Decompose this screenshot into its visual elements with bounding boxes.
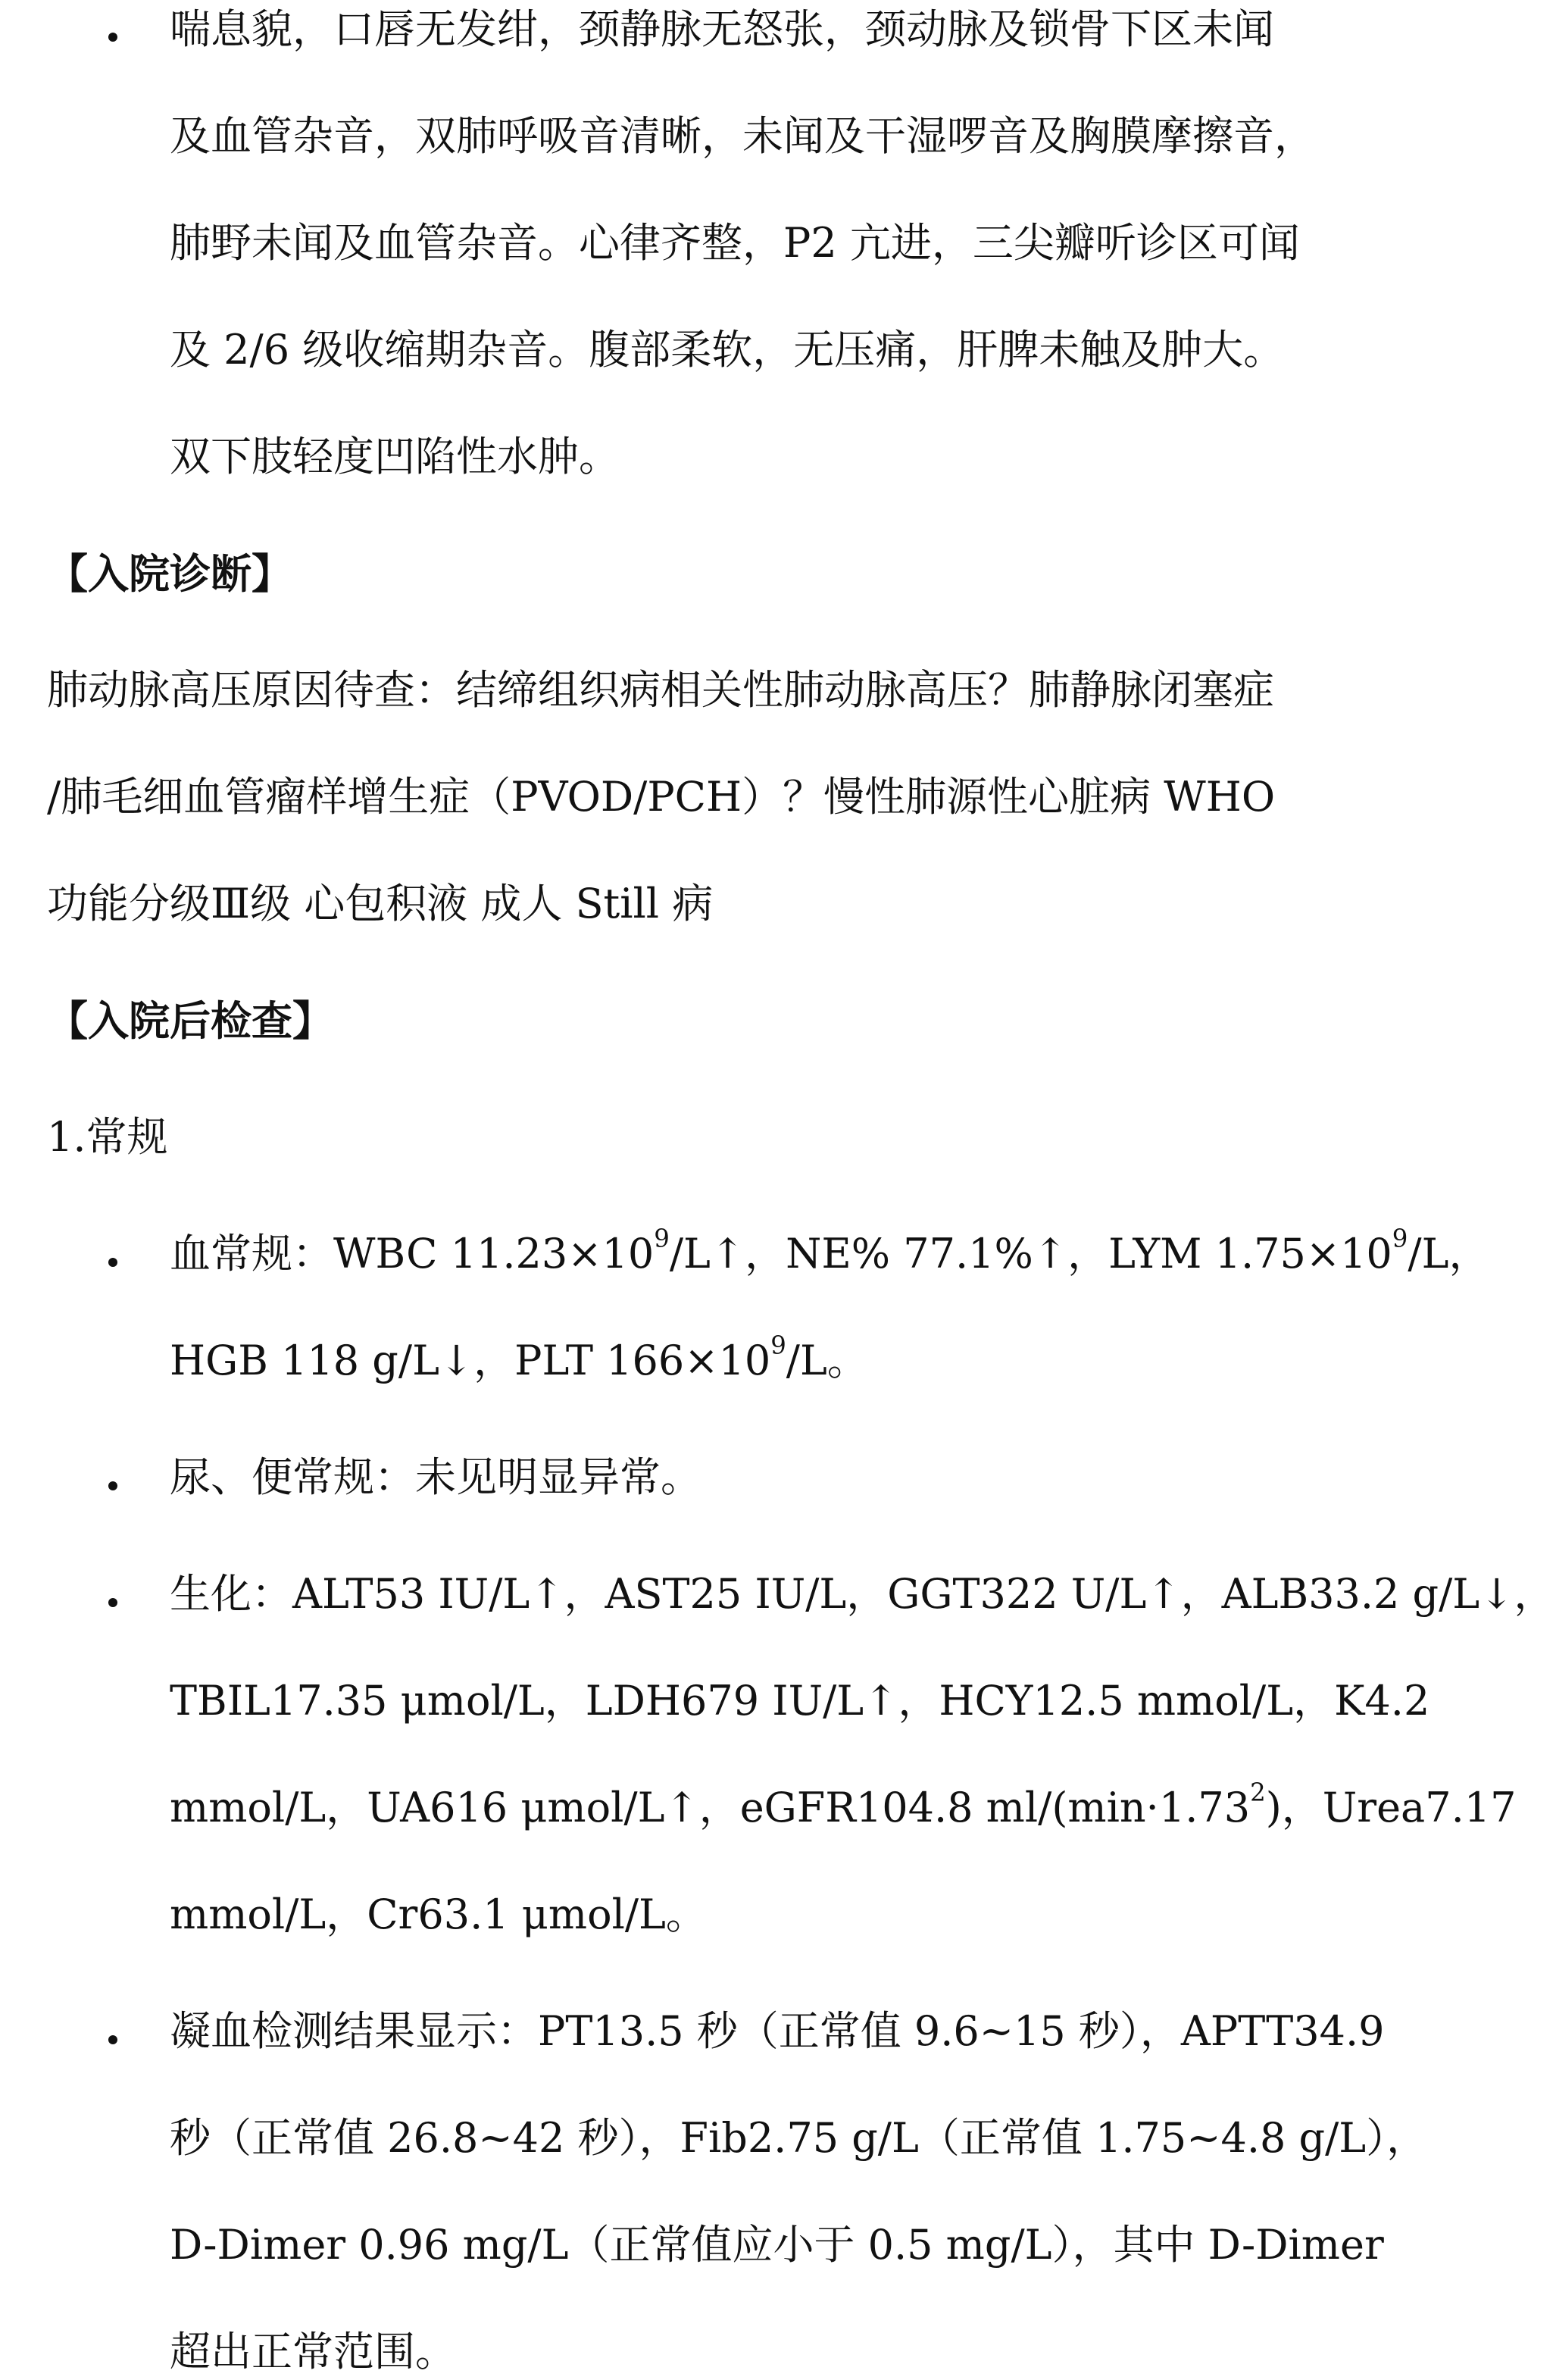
blood-routine-text: HGB 118 g/L↓，PLT 166×10 bbox=[170, 1337, 771, 1384]
coagulation-line-2: 秒（正常值 26.8~42 秒），Fib2.75 g/L（正常值 1.75~4.8 g/L）， bbox=[170, 2114, 1428, 2162]
biochemistry-text: mmol/L，UA616 μmol/L↑，eGFR104.8 ml/(min·1.73 bbox=[170, 1784, 1251, 1831]
diagnosis-line-1: 肺动脉高压原因待查：结缔组织病相关性肺动脉高压？肺静脉闭塞症 bbox=[47, 666, 1274, 714]
physical-exam-line-1: 喘息貌，口唇无发绀，颈静脉无怒张，颈动脉及锁骨下区未闻 bbox=[170, 5, 1274, 53]
diagnosis-line-2: /肺毛细血管瘤样增生症（PVOD/PCH）？慢性肺源性心脏病 WHO bbox=[47, 773, 1276, 821]
urine-stool-line: 尿、便常规：未见明显异常。 bbox=[170, 1453, 701, 1501]
biochemistry-line-1: 生化：ALT53 IU/L↑，AST25 IU/L，GGT322 U/L↑，ALB33.2 g/L↓， bbox=[170, 1570, 1555, 1618]
bullet-dot bbox=[108, 33, 117, 42]
superscript: 2 bbox=[1250, 1778, 1266, 1807]
bullet-dot bbox=[108, 2035, 117, 2044]
blood-routine-text: /L↑，NE% 77.1%↑，LYM 1.75×10 bbox=[669, 1230, 1392, 1278]
bullet-dot bbox=[108, 1258, 117, 1267]
bullet-dot bbox=[108, 1598, 117, 1607]
physical-exam-line-5: 双下肢轻度凹陷性水肿。 bbox=[170, 433, 620, 480]
superscript: 9 bbox=[654, 1224, 670, 1253]
diagnosis-line-3: 功能分级Ⅲ级 心包积液 成人 Still 病 bbox=[47, 880, 714, 927]
blood-routine-text: /L。 bbox=[786, 1337, 868, 1384]
post-admission-exam-heading: 【入院后检查】 bbox=[47, 996, 333, 1045]
coagulation-line-4: 超出正常范围。 bbox=[170, 2328, 456, 2375]
coagulation-line-1: 凝血检测结果显示：PT13.5 秒（正常值 9.6~15 秒），APTT34.9 bbox=[170, 2007, 1385, 2055]
biochemistry-text: )，Urea7.17 bbox=[1265, 1784, 1517, 1831]
biochemistry-line-3 bbox=[170, 1778, 1517, 1831]
biochemistry-line-4: mmol/L，Cr63.1 μmol/L。 bbox=[170, 1891, 707, 1938]
superscript: 9 bbox=[1392, 1224, 1408, 1253]
physical-exam-line-3: 肺野未闻及血管杂音。心律齐整，P2 亢进，三尖瓣听诊区可闻 bbox=[170, 219, 1300, 267]
blood-routine-line-1 bbox=[170, 1224, 1490, 1278]
routine-subheading: 1.常规 bbox=[47, 1113, 168, 1161]
admission-diagnosis-heading: 【入院诊断】 bbox=[47, 549, 292, 598]
physical-exam-line-2: 及血管杂音，双肺呼吸音清晰，未闻及干湿啰音及胸膜摩擦音， bbox=[170, 112, 1315, 160]
blood-routine-text: 血常规：WBC 11.23×10 bbox=[170, 1230, 655, 1278]
coagulation-line-3: D-Dimer 0.96 mg/L（正常值应小于 0.5 mg/L），其中 D-Dimer bbox=[170, 2221, 1384, 2269]
blood-routine-text: /L， bbox=[1408, 1230, 1490, 1278]
physical-exam-line-4: 及 2/6 级收缩期杂音。腹部柔软，无压痛，肝脾未触及肿大。 bbox=[170, 326, 1285, 374]
biochemistry-line-2: TBIL17.35 μmol/L，LDH679 IU/L↑，HCY12.5 mmol/L，K4.2 bbox=[170, 1677, 1430, 1725]
blood-routine-line-2 bbox=[170, 1331, 868, 1384]
bullet-dot bbox=[108, 1481, 117, 1490]
superscript: 9 bbox=[770, 1331, 786, 1360]
